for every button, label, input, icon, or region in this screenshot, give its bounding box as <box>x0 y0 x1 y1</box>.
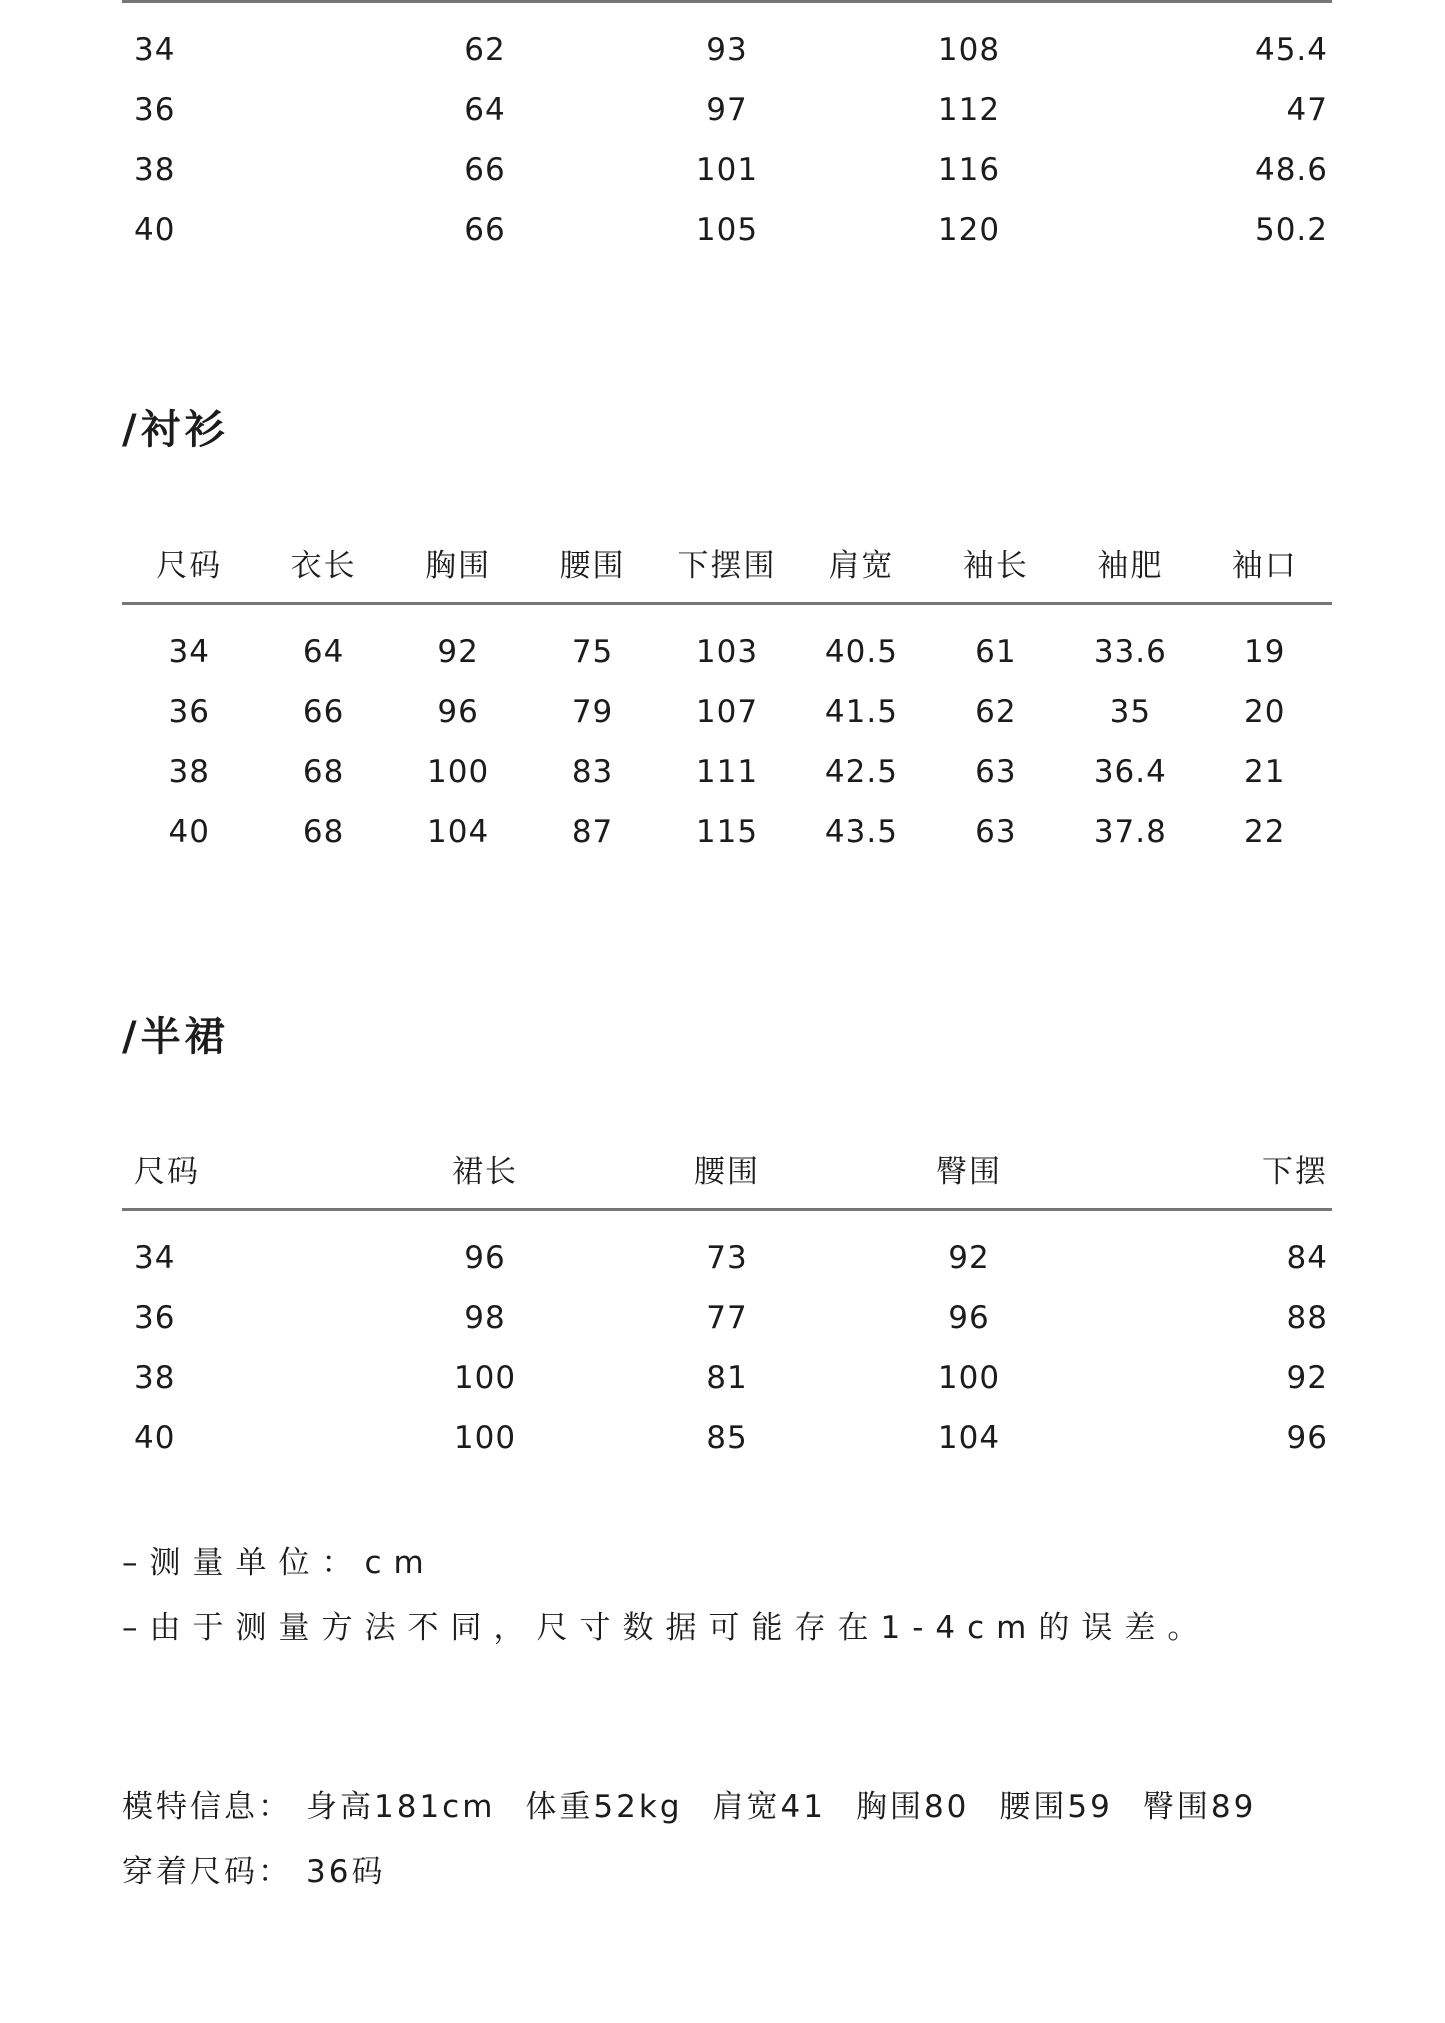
shirt-section <box>122 405 1332 455</box>
column-header: 袖肥 <box>1097 548 1164 584</box>
skirt-size-table <box>122 1142 1332 1468</box>
column-header: 下摆 <box>1262 1154 1328 1190</box>
worn-size-line <box>122 1852 1332 1892</box>
table-cell: 64 <box>302 634 345 670</box>
table-cell: 34 <box>134 32 176 68</box>
model-bust: 胸围80 <box>855 1789 970 1825</box>
table-cell: 42.5 <box>824 754 898 790</box>
table-cell: 100 <box>453 1420 517 1456</box>
table-cell: 41.5 <box>824 694 898 730</box>
table-cell: 40 <box>134 212 176 248</box>
table-cell: 38 <box>134 152 176 188</box>
table-cell: 92 <box>437 634 479 670</box>
top-size-table <box>122 0 1332 260</box>
table-cell: 40.5 <box>824 634 898 670</box>
table-cell: 38 <box>168 754 210 790</box>
column-header: 裙长 <box>452 1154 518 1190</box>
table-cell: 38 <box>134 1360 176 1396</box>
table-cell: 48.6 <box>1254 152 1328 188</box>
column-header: 下摆围 <box>677 548 777 584</box>
table-cell: 96 <box>437 694 479 730</box>
table-cell: 88 <box>1286 1300 1328 1336</box>
table-cell: 22 <box>1244 814 1286 850</box>
table-header-rule <box>122 602 1332 605</box>
table-cell: 100 <box>937 1360 1001 1396</box>
table-cell: 62 <box>464 32 506 68</box>
table-cell: 98 <box>464 1300 506 1336</box>
table-cell: 103 <box>695 634 759 670</box>
table-cell: 20 <box>1244 694 1286 730</box>
table-cell: 33.6 <box>1093 634 1167 670</box>
table-cell: 40 <box>134 1420 176 1456</box>
table-cell: 81 <box>706 1360 748 1396</box>
section-title: /衬衫 <box>122 407 229 453</box>
table-cell: 68 <box>302 754 345 790</box>
table-cell: 104 <box>937 1420 1001 1456</box>
table-cell: 35 <box>1109 694 1152 730</box>
column-header: 臀围 <box>936 1154 1002 1190</box>
table-header <box>122 536 1332 596</box>
table-cell: 66 <box>302 694 345 730</box>
table-cell: 112 <box>937 92 1001 128</box>
table-body <box>122 622 1332 862</box>
column-header: 衣长 <box>290 548 357 584</box>
table-cell: 92 <box>1286 1360 1328 1396</box>
table-cell: 116 <box>937 152 1001 188</box>
model-info-line <box>122 1787 1332 1827</box>
table-cell: 111 <box>695 754 759 790</box>
section-title: /半裙 <box>122 1014 229 1060</box>
table-cell: 85 <box>706 1420 748 1456</box>
unit-note: –测量单位：cm <box>122 1545 436 1581</box>
table-cell: 43.5 <box>824 814 898 850</box>
table-cell: 93 <box>706 32 748 68</box>
table-cell: 101 <box>695 152 759 188</box>
column-header: 袖长 <box>962 548 1029 584</box>
model-shoulder: 肩宽41 <box>712 1789 826 1825</box>
table-cell: 115 <box>695 814 759 850</box>
table-cell: 36 <box>134 1300 176 1336</box>
column-header: 腰围 <box>694 1154 760 1190</box>
table-cell: 63 <box>975 754 1017 790</box>
worn-size-label: 穿着尺码： <box>122 1854 292 1890</box>
table-cell: 36.4 <box>1093 754 1167 790</box>
model-height: 身高181cm <box>306 1789 496 1825</box>
table-cell: 96 <box>948 1300 990 1336</box>
model-info <box>122 1787 1332 1892</box>
model-hip: 臀围89 <box>1142 1789 1257 1825</box>
table-cell: 92 <box>948 1240 990 1276</box>
table-cell: 40 <box>168 814 210 850</box>
table-header <box>122 1142 1332 1202</box>
table-cell: 75 <box>571 634 614 670</box>
model-waist: 腰围59 <box>999 1789 1113 1825</box>
column-header: 尺码 <box>156 548 223 584</box>
column-header: 胸围 <box>425 548 492 584</box>
table-cell: 34 <box>134 1240 176 1276</box>
worn-size-value: 36码 <box>306 1854 386 1890</box>
table-cell: 107 <box>695 694 759 730</box>
table-cell: 64 <box>464 92 506 128</box>
table-cell: 79 <box>571 694 614 730</box>
table-cell: 120 <box>937 212 1001 248</box>
table-cell: 66 <box>464 152 506 188</box>
table-cell: 50.2 <box>1254 212 1328 248</box>
table-cell: 96 <box>1286 1420 1328 1456</box>
table-cell: 19 <box>1244 634 1286 670</box>
table-cell: 63 <box>975 814 1017 850</box>
table-cell: 83 <box>571 754 614 790</box>
shirt-size-table <box>122 536 1332 862</box>
model-weight: 体重52kg <box>525 1789 683 1825</box>
table-cell: 34 <box>168 634 210 670</box>
table-body <box>122 20 1332 260</box>
table-cell: 61 <box>975 634 1017 670</box>
table-cell: 87 <box>571 814 614 850</box>
model-info-label: 模特信息： <box>122 1789 292 1825</box>
table-cell: 62 <box>975 694 1017 730</box>
table-cell: 100 <box>453 1360 517 1396</box>
table-cell: 66 <box>464 212 506 248</box>
table-header-rule <box>122 0 1332 3</box>
error-note: –由于测量方法不同，尺寸数据可能存在1-4cm的误差。 <box>122 1610 1211 1646</box>
table-cell: 97 <box>706 92 748 128</box>
table-cell: 37.8 <box>1093 814 1167 850</box>
table-cell: 96 <box>464 1240 506 1276</box>
column-header: 袖口 <box>1231 548 1298 584</box>
table-body <box>122 1228 1332 1468</box>
table-cell: 68 <box>302 814 345 850</box>
table-cell: 45.4 <box>1254 32 1328 68</box>
table-cell: 73 <box>706 1240 748 1276</box>
table-cell: 84 <box>1286 1240 1328 1276</box>
table-header-rule <box>122 1208 1332 1211</box>
column-header: 肩宽 <box>828 548 895 584</box>
table-cell: 47 <box>1286 92 1328 128</box>
table-cell: 77 <box>706 1300 748 1336</box>
table-cell: 36 <box>134 92 176 128</box>
table-cell: 108 <box>937 32 1001 68</box>
table-cell: 100 <box>427 754 490 790</box>
column-header: 腰围 <box>559 548 626 584</box>
table-cell: 105 <box>695 212 759 248</box>
skirt-section <box>122 1012 1332 1062</box>
table-cell: 21 <box>1244 754 1286 790</box>
table-cell: 104 <box>427 814 490 850</box>
measurement-notes <box>122 1543 1332 1648</box>
column-header: 尺码 <box>134 1154 200 1190</box>
table-cell: 36 <box>168 694 210 730</box>
